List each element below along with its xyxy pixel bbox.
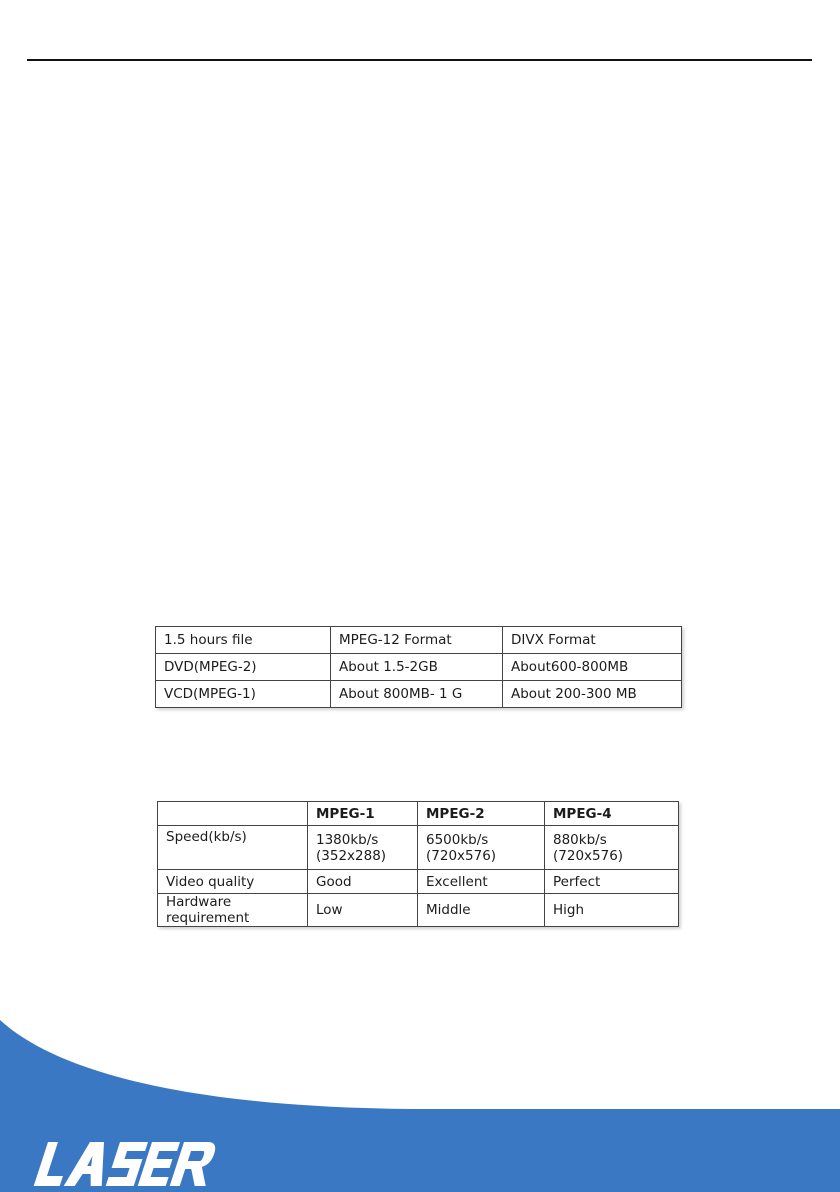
- table-cell: VCD(MPEG-1): [156, 681, 331, 708]
- table-row: [158, 826, 679, 870]
- table-header-cell: MPEG-4: [545, 802, 679, 826]
- table-cell: About600-800MB: [503, 654, 682, 681]
- table-cell: DVD(MPEG-2): [156, 654, 331, 681]
- header-rule: [27, 59, 812, 61]
- table-row: [156, 654, 682, 681]
- table-header-row: [158, 802, 679, 826]
- table-header-cell: [158, 802, 308, 826]
- table-cell: MPEG-12 Format: [331, 627, 503, 654]
- table-cell: About 1.5-2GB: [331, 654, 503, 681]
- table-cell: 6500kb/s (720x576): [418, 826, 545, 870]
- table-cell: Excellent: [418, 870, 545, 894]
- file-size-table: [155, 626, 682, 708]
- table-row: [156, 627, 682, 654]
- table-cell: 1380kb/s (352x288): [308, 826, 418, 870]
- table-cell: 1.5 hours file: [156, 627, 331, 654]
- table-cell: Perfect: [545, 870, 679, 894]
- footer-swoosh: [0, 1020, 840, 1192]
- table-row: [156, 681, 682, 708]
- table-cell: High: [545, 894, 679, 927]
- table-row: [158, 894, 679, 927]
- table-cell: DIVX Format: [503, 627, 682, 654]
- format-comparison-table: [157, 801, 679, 927]
- table-row: [158, 870, 679, 894]
- table-cell: About 800MB- 1 G: [331, 681, 503, 708]
- table-cell: Middle: [418, 894, 545, 927]
- table-header-cell: MPEG-2: [418, 802, 545, 826]
- table-cell: Good: [308, 870, 418, 894]
- table-cell: Low: [308, 894, 418, 927]
- page-footer: [0, 1020, 840, 1192]
- table-cell: Hardware requirement: [158, 894, 308, 927]
- table-cell: Video quality: [158, 870, 308, 894]
- table-cell: 880kb/s (720x576): [545, 826, 679, 870]
- table-cell: About 200-300 MB: [503, 681, 682, 708]
- table-header-cell: MPEG-1: [308, 802, 418, 826]
- table-cell: Speed(kb/s): [158, 826, 308, 870]
